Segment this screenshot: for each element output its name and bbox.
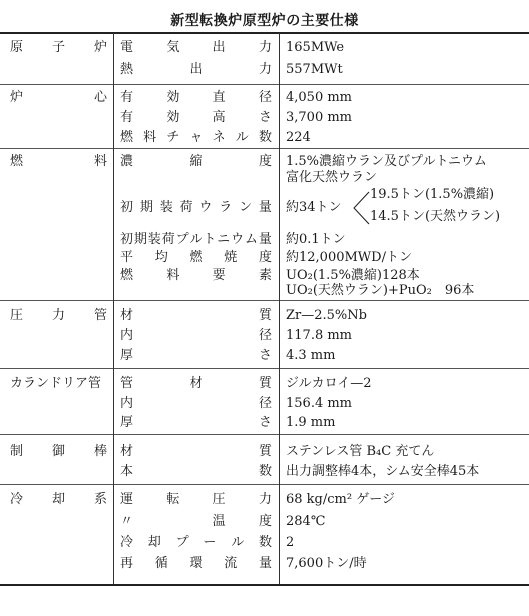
section-divider bbox=[0, 148, 529, 149]
prop-fuel-elements: 燃 料 要 素 bbox=[120, 268, 272, 283]
value-pressure-tube-material: Zr—2.5%Nb bbox=[286, 308, 367, 323]
value-effective-diameter: 4,050 mm bbox=[286, 90, 353, 105]
value-operating-temperature: 284℃ bbox=[286, 514, 326, 529]
value-enrichment-line1: 1.5%濃縮ウラン及びプルトニウム bbox=[286, 154, 487, 169]
prop-electric-output: 電 気 出 力 bbox=[120, 40, 272, 55]
prop-operating-pressure: 運 転 圧 力 bbox=[120, 492, 272, 507]
value-thermal-output: 557MWt bbox=[286, 62, 343, 77]
value-average-burnup: 約12,000MWD/トン bbox=[286, 250, 412, 265]
section-divider bbox=[0, 434, 529, 435]
value-fuel-elements-line2: UO₂(天然ウラン)+PuO₂ 96本 bbox=[286, 283, 475, 298]
value-effective-height: 3,700 mm bbox=[286, 110, 353, 125]
prop-operating-temperature: 〃 温 度 bbox=[120, 514, 272, 529]
value-control-rod-material: ステンレス管 B₄C 充てん bbox=[286, 444, 435, 459]
prop-thermal-output: 熱 出 力 bbox=[120, 62, 272, 77]
prop-effective-diameter: 有 効 直 径 bbox=[120, 90, 272, 105]
section-divider bbox=[0, 84, 529, 85]
value-fuel-channels: 224 bbox=[286, 130, 311, 145]
top-rule bbox=[0, 32, 529, 34]
section-divider bbox=[0, 300, 529, 301]
value-calandria-material: ジルカロイ—2 bbox=[286, 376, 372, 391]
prop-average-burnup: 平 均 燃 焼 度 bbox=[120, 250, 272, 265]
prop-recirculation-flow: 再 循 環 流 量 bbox=[120, 556, 272, 571]
prop-initial-uranium: 初 期 装 荷 ウ ラ ン 量 bbox=[120, 200, 272, 215]
value-pressure-tube-thickness: 4.3 mm bbox=[286, 348, 336, 363]
column-separator bbox=[113, 33, 114, 584]
category-fuel: 燃 料 bbox=[10, 154, 107, 169]
value-fuel-elements-line1: UO₂(1.5%濃縮)128本 bbox=[286, 268, 420, 283]
value-enrichment-line2: 富化天然ウラン bbox=[286, 170, 378, 185]
bottom-rule bbox=[0, 584, 529, 586]
prop-pressure-tube-material: 材 質 bbox=[120, 308, 272, 323]
category-pressure-tube: 圧 力 管 bbox=[10, 308, 107, 323]
branch-brace-icon bbox=[352, 188, 370, 228]
prop-calandria-inner-diameter: 内 径 bbox=[120, 396, 272, 411]
prop-pressure-tube-thickness: 厚 さ bbox=[120, 348, 272, 363]
value-control-rod-count: 出力調整棒4本，シム安全棒45本 bbox=[286, 464, 480, 479]
prop-pressure-tube-inner-diameter: 内 径 bbox=[120, 328, 272, 343]
column-separator bbox=[279, 33, 280, 584]
category-reactor: 原 子 炉 bbox=[10, 40, 107, 55]
prop-initial-plutonium: 初 期 装 荷 プ ル ト ニ ウ ム 量 bbox=[120, 232, 272, 247]
prop-calandria-thickness: 厚 さ bbox=[120, 415, 272, 430]
prop-calandria-material: 管 材 質 bbox=[120, 376, 272, 391]
value-pressure-tube-inner-diameter: 117.8 mm bbox=[286, 328, 353, 343]
value-operating-pressure: 68 kg/cm² ゲージ bbox=[286, 492, 395, 507]
value-cooling-pools: 2 bbox=[286, 535, 295, 550]
value-calandria-thickness: 1.9 mm bbox=[286, 415, 336, 430]
category-control-rod: 制 御 棒 bbox=[10, 444, 107, 459]
value-initial-uranium-total: 約34トン bbox=[286, 200, 342, 215]
value-initial-uranium-branch2: 14.5トン(天然ウラン) bbox=[370, 209, 501, 224]
prop-cooling-pools: 冷 却 プ ー ル 数 bbox=[120, 535, 272, 550]
value-recirculation-flow: 7,600トン/時 bbox=[286, 556, 367, 571]
value-calandria-inner-diameter: 156.4 mm bbox=[286, 396, 353, 411]
prop-control-rod-material: 材 質 bbox=[120, 444, 272, 459]
table-title: 新型転換炉原型炉の主要仕様 bbox=[170, 13, 359, 29]
value-initial-uranium-branch1: 19.5トン(1.5%濃縮) bbox=[370, 187, 495, 202]
category-cooling-system: 冷 却 系 bbox=[10, 492, 107, 507]
prop-enrichment: 濃 縮 度 bbox=[120, 154, 272, 169]
category-calandria-tube: カランドリア管 bbox=[10, 376, 102, 391]
value-initial-plutonium: 約0.1トン bbox=[286, 232, 346, 247]
section-divider bbox=[0, 484, 529, 485]
prop-control-rod-count: 本 数 bbox=[120, 464, 272, 479]
prop-fuel-channels: 燃 料 チ ャ ネ ル 数 bbox=[120, 130, 272, 145]
prop-effective-height: 有 効 高 さ bbox=[120, 110, 272, 125]
value-electric-output: 165MWe bbox=[286, 40, 345, 55]
section-divider bbox=[0, 368, 529, 369]
category-core: 炉 心 bbox=[10, 90, 107, 105]
